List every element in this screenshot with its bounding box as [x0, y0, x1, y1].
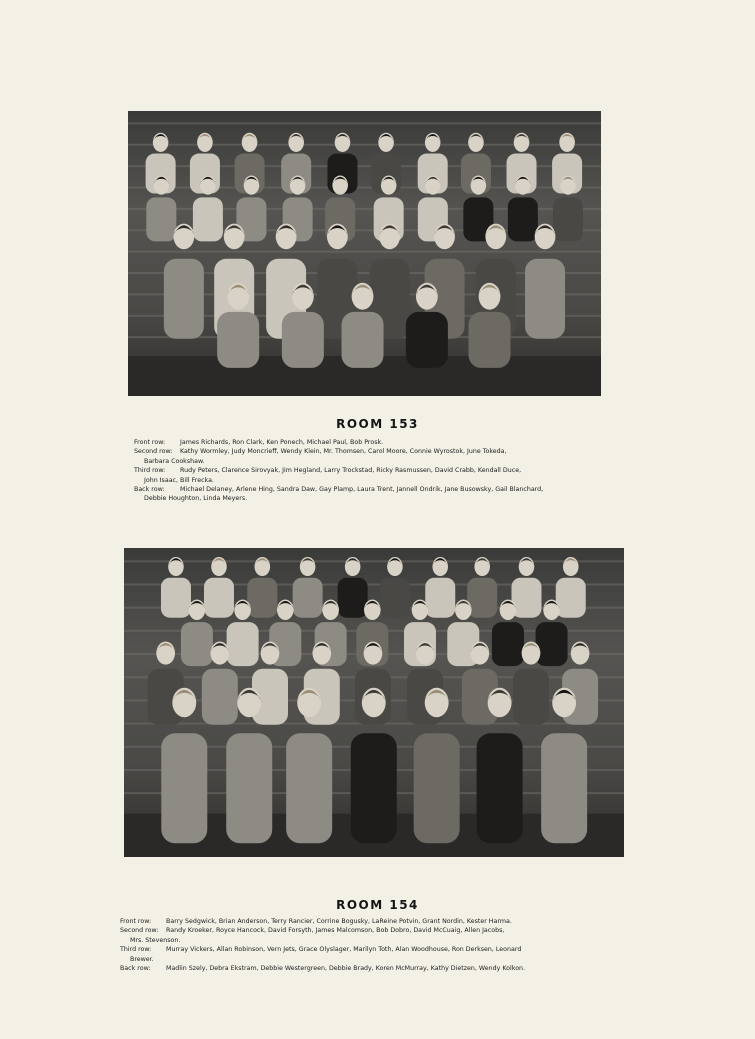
- student-body: [492, 622, 524, 666]
- row-names-continued: Brewer.: [130, 955, 154, 963]
- bleacher-step: [124, 560, 624, 562]
- row-label: Back row:: [120, 965, 151, 973]
- row-names: Barry Sedgwick, Brian Anderson, Terry Rancier, Corrine Bogusky, LaReine Potvin, Grant Nordin, Kester Harma.: [166, 918, 512, 925]
- student-body: [425, 578, 455, 618]
- student-body: [351, 733, 397, 843]
- student-body: [513, 669, 549, 725]
- student-body: [146, 197, 176, 241]
- student-body: [380, 578, 410, 618]
- row-names: Murray Vickers, Allan Robinson, Vern Jets, Grace Olyslager, Marilyn Toth, Alan Woodhouse, Ron Derksen, Leonard: [166, 946, 522, 954]
- student-body: [293, 578, 323, 618]
- room-153-back-row: [134, 485, 624, 504]
- row-label: Front row:: [120, 918, 152, 925]
- student-body: [193, 197, 223, 241]
- student-body: [227, 622, 259, 666]
- row-names: Madlin Szely, Debra Ekstram, Debbie Westergreen, Debbie Brady, Koren McMurray, Kathy Dietzen, Wendy Kolkon.: [166, 965, 526, 973]
- student-body: [161, 578, 191, 618]
- student-body: [342, 312, 384, 368]
- room-153-third-row: [134, 466, 624, 485]
- class-photo-room-153-illustration: [128, 111, 601, 396]
- student-body: [508, 197, 538, 241]
- class-photo-room-153: [128, 111, 601, 396]
- room-153-front-row: [134, 438, 624, 447]
- room-154-title: ROOM 154: [336, 898, 419, 912]
- student-body: [469, 312, 511, 368]
- student-body: [477, 733, 523, 843]
- student-body: [282, 312, 324, 368]
- row-names-continued: Barbara Cookshaw.: [144, 457, 205, 465]
- row-label: Front row:: [134, 439, 166, 446]
- row-names: James Richards, Ron Clark, Ken Ponech, Michael Paul, Bob Prosk.: [180, 439, 384, 446]
- row-names-continued: Mrs. Stevenson.: [130, 936, 181, 944]
- row-names-continued: Debbie Houghton, Linda Meyers.: [144, 495, 248, 503]
- student-body: [553, 197, 583, 241]
- room-153-title: ROOM 153: [336, 417, 419, 431]
- student-body: [164, 259, 204, 339]
- row-names: Rudy Peters, Clarence Sirovyak, Jim Hegland, Larry Trockstad, Ricky Rasmussen, David Crabb, Kendall Duce,: [180, 467, 522, 475]
- student-body: [217, 312, 259, 368]
- row-label: Third row:: [120, 946, 152, 954]
- room-154-second-row: [120, 926, 620, 945]
- student-body: [204, 578, 234, 618]
- student-body: [536, 622, 568, 666]
- row-names: Randy Kroeker, Royce Hancock, David Forsyth, James Malcomson, Bob Dobro, David McCuaig, Allen Jacobs,: [166, 927, 505, 935]
- row-names: Michael Delaney, Arlene Hing, Sandra Daw, Gay Plamp, Laura Trent, Jannell Ondrik, Jane Busowsky, Gail Blanchard,: [180, 486, 544, 494]
- class-photo-room-154-illustration: [124, 548, 624, 857]
- student-body: [467, 578, 497, 618]
- room-154-third-row: [120, 945, 620, 964]
- room-154-back-row: [120, 964, 620, 973]
- student-body: [541, 733, 587, 843]
- student-body: [556, 578, 586, 618]
- row-label: Back row:: [134, 486, 165, 494]
- student-body: [247, 578, 277, 618]
- student-body: [414, 733, 460, 843]
- room-154-caption: [120, 917, 620, 973]
- student-body: [161, 733, 207, 843]
- class-photo-room-154: [124, 548, 624, 857]
- student-body: [525, 259, 565, 339]
- student-body: [338, 578, 368, 618]
- student-body: [202, 669, 238, 725]
- room-153-second-row: [134, 447, 624, 466]
- student-body: [226, 733, 272, 843]
- room-154-front-row: [120, 917, 620, 926]
- row-label: Second row:: [134, 448, 173, 456]
- bleacher-step: [128, 122, 601, 124]
- student-body: [181, 622, 213, 666]
- room-153-caption: [134, 438, 624, 504]
- row-names-continued: John Isaac, Bill Frecka.: [144, 476, 214, 484]
- bleacher-step: [124, 584, 624, 586]
- row-names: Kathy Wormley, Judy Moncrieff, Wendy Klein, Mr. Thomsen, Carol Moore, Connie Wyrostok, June Tokeda,: [180, 448, 507, 456]
- student-body: [286, 733, 332, 843]
- student-body: [406, 312, 448, 368]
- row-label: Second row:: [120, 927, 159, 935]
- row-label: Third row:: [134, 467, 166, 475]
- bleacher-step: [128, 251, 601, 253]
